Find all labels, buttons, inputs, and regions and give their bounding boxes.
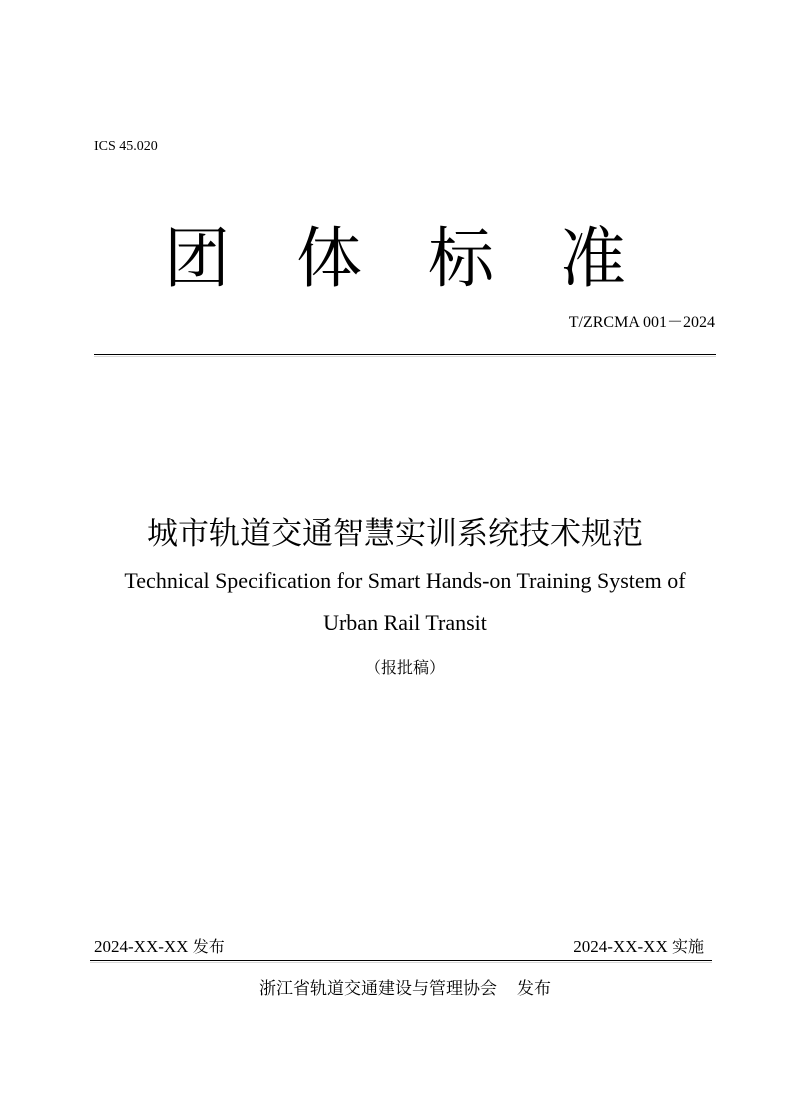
publisher-name: 浙江省轨道交通建设与管理协会 — [259, 979, 497, 999]
draft-status: （报批稿） — [364, 658, 445, 677]
top-divider — [94, 354, 716, 355]
title-english-line-1: Technical Specification for Smart Hands-on Training System of — [124, 568, 686, 593]
doc-type-char: 标 — [428, 220, 494, 297]
document-type-heading — [0, 205, 790, 300]
publish-label: 发布 — [192, 937, 225, 956]
title-english-line-2: Urban Rail Transit — [323, 610, 487, 635]
title-chinese: 城市轨道交通智慧实训系统技术规范 — [147, 516, 643, 552]
implement-date-value: 2024-XX-XX — [573, 937, 668, 956]
publish-date-value: 2024-XX-XX — [94, 937, 189, 956]
implement-date — [573, 934, 704, 957]
implement-label: 实施 — [671, 937, 704, 956]
doc-type-char: 准 — [560, 220, 626, 297]
ics-code: ICS 45.020 — [94, 139, 158, 154]
standard-code: T/ZRCMA 001－2024 — [568, 314, 715, 331]
publish-date — [94, 934, 225, 957]
doc-type-char: 体 — [296, 220, 362, 297]
publisher-line — [0, 974, 790, 999]
publisher-action: 发布 — [517, 979, 551, 999]
bottom-divider — [90, 960, 712, 961]
doc-type-char: 团 — [164, 220, 230, 297]
